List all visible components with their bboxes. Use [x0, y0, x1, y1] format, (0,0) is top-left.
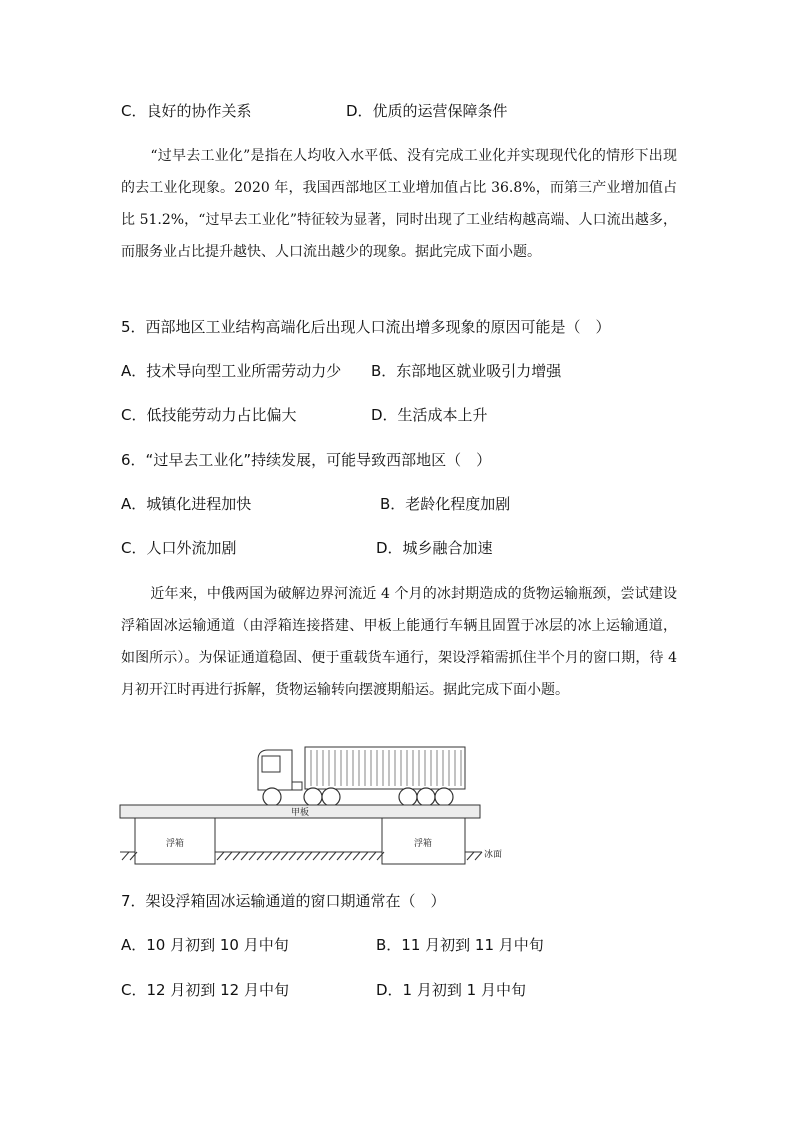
question-7-stem: 7．架设浮箱固冰运输通道的窗口期通常在（ ） [121, 892, 446, 910]
ice-hatch [273, 852, 280, 860]
deck-label: 甲板 [290, 808, 310, 818]
ice-hatch [467, 852, 474, 860]
q5-option-c: C．低技能劳动力占比偏大 [121, 406, 297, 424]
ice-hatch [369, 852, 376, 860]
ice-hatch [475, 852, 482, 860]
ice-hatch [225, 852, 232, 860]
ice-hatch [353, 852, 360, 860]
ice-hatch [329, 852, 336, 860]
ice-hatch [321, 852, 328, 860]
q5-option-a: A．技术导向型工业所需劳动力少 [121, 362, 342, 380]
ice-hatch [257, 852, 264, 860]
ice-hatch [337, 852, 344, 860]
q5-option-b: B．东部地区就业吸引力增强 [371, 362, 562, 380]
ice-hatch [281, 852, 288, 860]
truck-wheels [263, 788, 453, 806]
truck-container [305, 747, 465, 789]
ice-hatch [217, 852, 224, 860]
passage-deindustrialization: “过早去工业化”是指在人均收入水平低、没有完成工业化并实现现代化的情形下出现的去工业化现象。2020 年，我国西部地区工业增加值占比 36.8%，而第三产业增加值占比 51.2%，“过早去工业化”特征较为显著，同时出现了工业结构越高端、人口流出越多，而服务业占比提升越快、人口流出越少的现象。据此完成下面小题。 [121, 148, 677, 260]
ice-hatch [233, 852, 240, 860]
pontoon-diagram [110, 742, 510, 870]
ice-hatch [241, 852, 248, 860]
ice-hatch [361, 852, 368, 860]
q7-option-b: B．11 月初到 11 月中旬 [376, 936, 544, 954]
ice-hatch [249, 852, 256, 860]
ice-label: 冰面 [484, 850, 503, 860]
pontoon-right-label: 浮箱 [413, 839, 433, 849]
q7-option-c: C．12 月初到 12 月中旬 [121, 981, 289, 999]
ice-hatch [289, 852, 296, 860]
ice-hatch [305, 852, 312, 860]
q4-option-c: C．良好的协作关系 [121, 102, 252, 120]
q6-option-b: B．老龄化程度加剧 [380, 495, 511, 513]
q6-option-d: D．城乡融合加速 [376, 539, 493, 557]
passage-ice-transport: 近年来，中俄两国为破解边界河流近 4 个月的冰封期造成的货物运输瓶颈，尝试建设浮箱固冰运输通道（由浮箱连接搭建、甲板上能通行车辆且固置于冰层的冰上运输通道，如图所示）。为保证通道稳固、便于重载货车通行，架设浮箱需抓住半个月的窗口期，待 4 月初开江时再进行拆解，货物运输转向摆渡期船运。据此完成下面小题。 [121, 586, 677, 698]
q6-option-c: C．人口外流加剧 [121, 539, 237, 557]
ice-hatch [297, 852, 304, 860]
q6-option-a: A．城镇化进程加快 [121, 495, 252, 513]
q7-option-a: A．10 月初到 10 月中旬 [121, 936, 289, 954]
q4-option-d: D．优质的运营保障条件 [346, 102, 508, 120]
ice-hatch [313, 852, 320, 860]
question-6-stem: 6．“过早去工业化”持续发展，可能导致西部地区（ ） [121, 451, 492, 469]
question-5-stem: 5．西部地区工业结构高端化后出现人口流出增多现象的原因可能是（ ） [121, 318, 611, 336]
q5-option-d: D．生活成本上升 [371, 406, 488, 424]
ice-hatch [265, 852, 272, 860]
q7-option-d: D．1 月初到 1 月中旬 [376, 981, 526, 999]
ice-hatch [345, 852, 352, 860]
ice-hatch [122, 852, 129, 860]
pontoon-left-label: 浮箱 [165, 839, 185, 849]
truck-cab [258, 750, 302, 790]
